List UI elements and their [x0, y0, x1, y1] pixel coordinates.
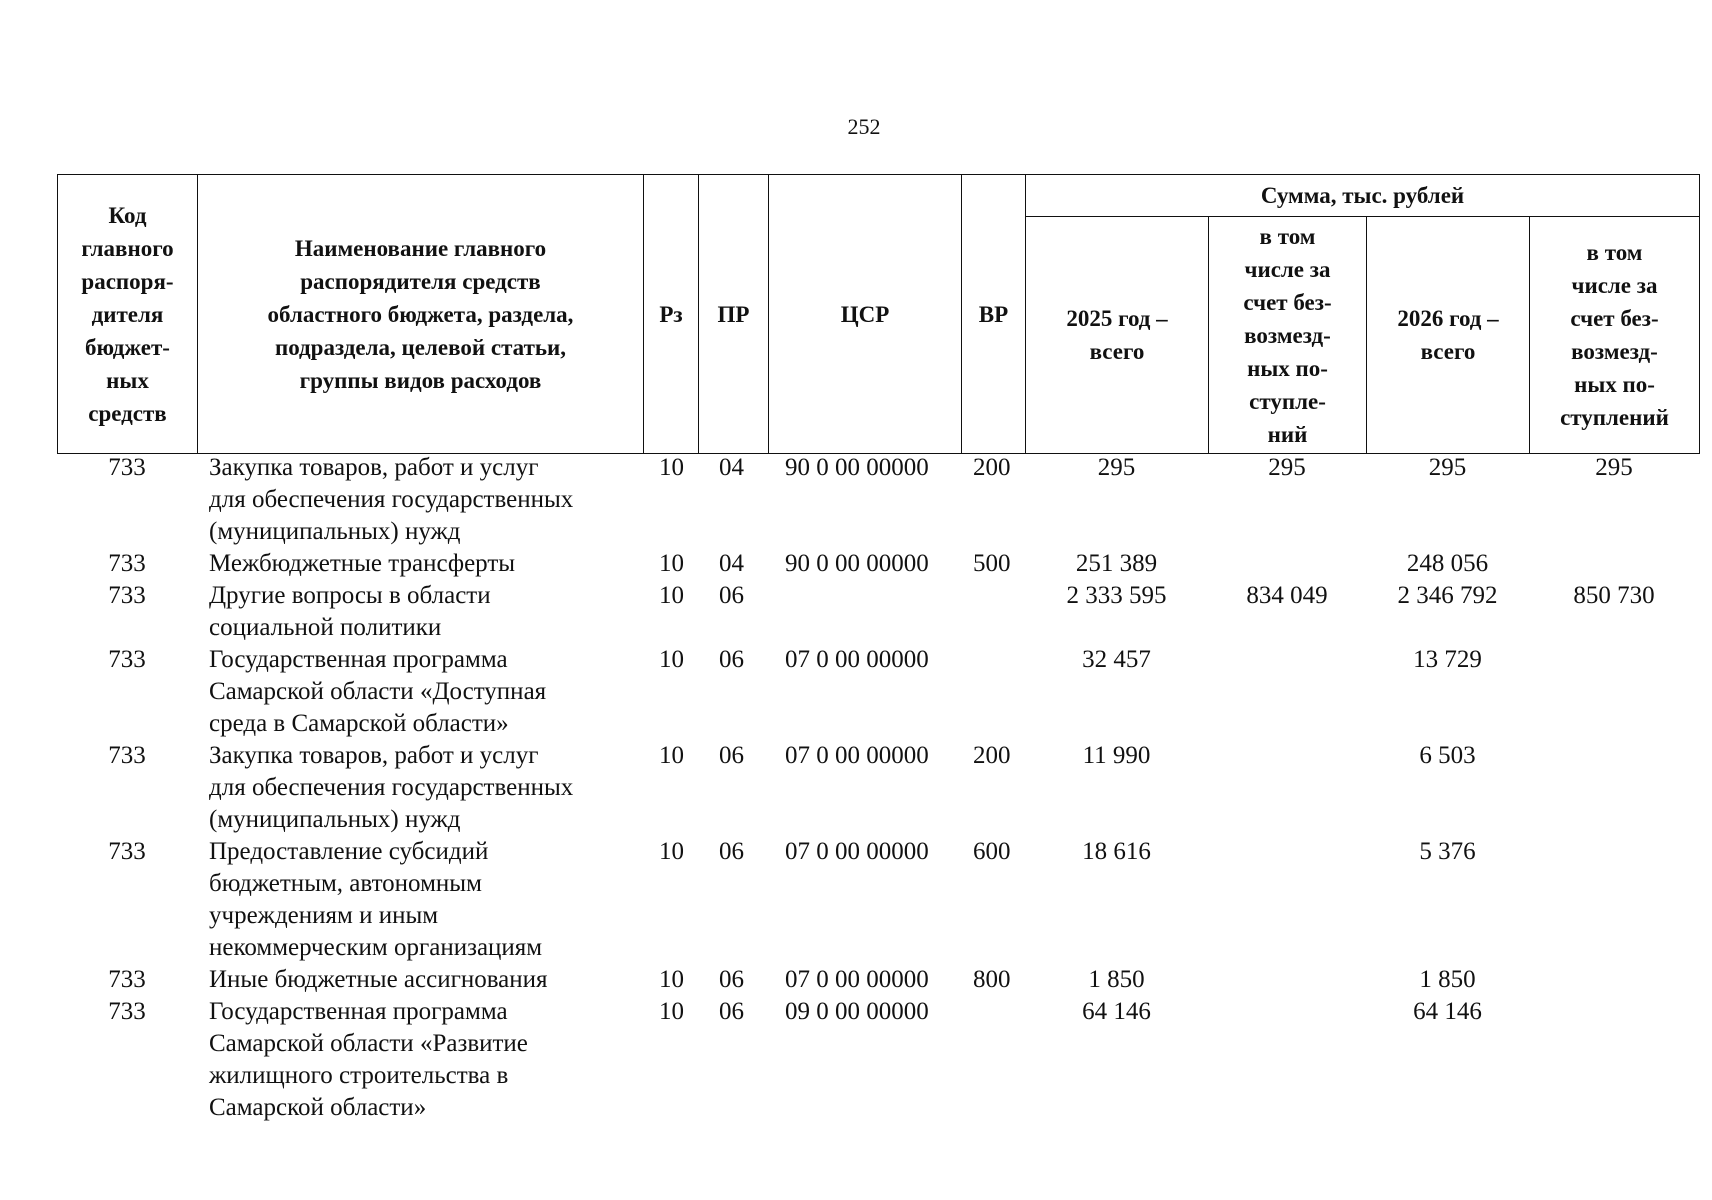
row-2025-total: 295 [1097, 454, 1136, 481]
row-pr: 06 [719, 838, 744, 865]
header-pr: ПР [699, 175, 769, 454]
header-csr: ЦСР [769, 175, 962, 454]
row-csr: 90 0 00 00000 [785, 550, 929, 577]
row-name [197, 548, 643, 580]
row-code: 733 [108, 550, 146, 577]
row-2025-free: 295 [1268, 454, 1306, 481]
header-line: в том [1586, 240, 1643, 265]
header-line: в том [1259, 223, 1316, 249]
table-row [57, 836, 1699, 964]
row-name [197, 964, 643, 996]
header-line: всего [1089, 339, 1145, 364]
row-2026-free [1529, 548, 1699, 580]
header-line: дителя [91, 301, 164, 327]
row-name-line: среда в Самарской области» [209, 710, 509, 737]
header-line: ных по- [1247, 355, 1328, 381]
header-line: числе за [1244, 256, 1331, 282]
row-2025-total: 64 146 [1082, 998, 1151, 1025]
row-rz: 10 [659, 838, 684, 865]
row-2026-free [1529, 996, 1699, 1124]
header-2025-free [1209, 217, 1367, 454]
header-line: ступле- [1249, 388, 1326, 414]
header-2026-free [1530, 217, 1700, 454]
table-row [57, 548, 1699, 580]
row-name-line: Самарской области» [209, 1094, 427, 1121]
row-2025-free: 834 049 [1246, 582, 1328, 609]
row-rz: 10 [659, 998, 684, 1025]
row-rz: 10 [659, 646, 684, 673]
header-line: Код [108, 202, 147, 228]
header-code [58, 175, 198, 454]
header-line: Наименование главного [294, 235, 547, 261]
row-csr: 07 0 00 00000 [785, 838, 929, 865]
row-csr: 09 0 00 00000 [785, 998, 929, 1025]
table-row [57, 740, 1699, 836]
table-row [57, 644, 1699, 740]
row-name-line: для обеспечения государственных [209, 774, 574, 801]
row-pr: 06 [719, 998, 744, 1025]
header-2026-total [1367, 217, 1530, 454]
row-2025-free [1208, 548, 1366, 580]
row-name-line: некоммерческим организациям [209, 934, 543, 961]
row-code: 733 [108, 454, 146, 481]
row-2026-free [1529, 964, 1699, 996]
row-pr: 04 [719, 454, 744, 481]
row-2026-total: 13 729 [1413, 646, 1482, 673]
header-line: всего [1420, 339, 1476, 364]
header-line: ных [106, 367, 149, 393]
header-line: возмезд- [1244, 322, 1331, 348]
row-2026-free: 295 [1595, 454, 1633, 481]
row-code: 733 [108, 742, 146, 769]
row-2025-total: 18 616 [1082, 838, 1151, 865]
row-2026-total: 1 850 [1419, 966, 1476, 993]
row-name-line: Самарской области «Доступная [209, 678, 547, 705]
row-name-line: Государственная программа [209, 646, 508, 673]
row-pr: 06 [719, 742, 744, 769]
row-name-line: (муниципальных) нужд [209, 806, 461, 833]
header-line: распорядителя средств [300, 268, 541, 294]
row-2025-total: 11 990 [1082, 742, 1151, 769]
row-vr: 500 [973, 550, 1011, 577]
row-2026-free [1529, 740, 1699, 836]
row-vr: 600 [973, 838, 1011, 865]
row-name-line: бюджетным, автономным [209, 870, 482, 897]
header-line: средств [88, 400, 167, 426]
row-2026-free: 850 730 [1573, 582, 1655, 609]
row-name-line: социальной политики [209, 614, 442, 641]
header-line: ний [1267, 421, 1308, 447]
row-name-line: Закупка товаров, работ и услуг [209, 742, 539, 769]
row-2025-total: 32 457 [1082, 646, 1151, 673]
row-rz: 10 [659, 742, 684, 769]
header-line: подраздела, целевой статьи, [274, 334, 567, 360]
row-code: 733 [108, 966, 146, 993]
header-line: областного бюджета, раздела, [267, 301, 574, 327]
row-code: 733 [108, 582, 146, 609]
row-code: 733 [108, 838, 146, 865]
table-row [57, 996, 1699, 1124]
page-number: 252 [847, 114, 881, 139]
row-name [197, 452, 643, 548]
row-2025-total: 1 850 [1088, 966, 1145, 993]
header-line: главного [81, 235, 174, 261]
row-vr: 200 [973, 454, 1011, 481]
row-csr: 07 0 00 00000 [785, 742, 929, 769]
row-name-line: Государственная программа [209, 998, 508, 1025]
row-2025-free [1208, 964, 1366, 996]
row-name-line: Иные бюджетные ассигнования [209, 966, 548, 993]
row-pr: 04 [719, 550, 744, 577]
table-row [57, 452, 1699, 548]
row-vr [961, 644, 1025, 740]
row-vr [961, 580, 1025, 644]
row-csr: 90 0 00 00000 [785, 454, 929, 481]
row-name-line: Самарской области «Развитие [209, 1030, 528, 1057]
row-name [197, 996, 643, 1124]
row-2025-total: 251 389 [1075, 550, 1158, 577]
row-2026-total: 64 146 [1413, 998, 1482, 1025]
row-rz: 10 [659, 454, 684, 481]
header-line: бюджет- [85, 334, 170, 360]
row-name-line: Межбюджетные трансферты [209, 550, 516, 577]
row-name-line: для обеспечения государственных [209, 486, 574, 513]
header-line: числе за [1571, 273, 1658, 298]
row-code: 733 [108, 646, 146, 673]
row-vr: 200 [973, 742, 1011, 769]
row-csr [768, 580, 961, 644]
row-2025-free [1208, 740, 1366, 836]
row-name [197, 836, 643, 964]
row-code: 733 [108, 998, 146, 1025]
row-2026-total: 2 346 792 [1397, 582, 1498, 609]
row-pr: 06 [719, 646, 744, 673]
row-2026-total: 295 [1428, 454, 1467, 481]
row-csr: 07 0 00 00000 [785, 646, 929, 673]
row-name-line: учреждениям и иным [209, 902, 439, 929]
row-2025-total: 2 333 595 [1066, 582, 1167, 609]
row-2026-free [1529, 644, 1699, 740]
row-pr: 06 [719, 582, 744, 609]
header-name [198, 175, 644, 454]
row-2026-total: 248 056 [1406, 550, 1489, 577]
row-vr: 800 [973, 966, 1011, 993]
row-name-line: Закупка товаров, работ и услуг [209, 454, 539, 481]
header-line: возмезд- [1571, 339, 1658, 364]
header-line: 2026 год – [1397, 306, 1499, 331]
row-2026-total: 6 503 [1419, 742, 1476, 769]
row-vr [961, 996, 1025, 1124]
row-2026-free [1529, 836, 1699, 964]
header-rz: Рз [644, 175, 699, 454]
header-line: ступлений [1560, 405, 1669, 430]
header-line: распоря- [81, 268, 174, 294]
row-name-line: (муниципальных) нужд [209, 518, 461, 545]
row-rz: 10 [659, 582, 684, 609]
row-csr: 07 0 00 00000 [785, 966, 929, 993]
row-name [197, 740, 643, 836]
row-name-line: Предоставление субсидий [209, 838, 489, 865]
row-name [197, 580, 643, 644]
table-header [57, 174, 1700, 454]
row-2025-free [1208, 996, 1366, 1124]
header-line: счет без- [1243, 289, 1332, 315]
row-name [197, 644, 643, 740]
row-2025-free [1208, 644, 1366, 740]
table-row [57, 580, 1699, 644]
table-body [57, 452, 1699, 1124]
table-row [57, 964, 1699, 996]
row-rz: 10 [659, 550, 684, 577]
row-rz: 10 [659, 966, 684, 993]
header-vr: ВР [962, 175, 1026, 454]
row-name-line: жилищного строительства в [209, 1062, 509, 1089]
row-pr: 06 [719, 966, 744, 993]
header-sum-title: Сумма, тыс. рублей [1026, 175, 1700, 217]
header-2025-total [1026, 217, 1209, 454]
row-2025-free [1208, 836, 1366, 964]
header-line: группы видов расходов [299, 367, 542, 393]
header-line: 2025 год – [1066, 306, 1168, 331]
header-line: счет без- [1570, 306, 1659, 331]
header-line: ных по- [1574, 372, 1655, 397]
row-name-line: Другие вопросы в области [209, 582, 491, 609]
row-2026-total: 5 376 [1419, 838, 1476, 865]
